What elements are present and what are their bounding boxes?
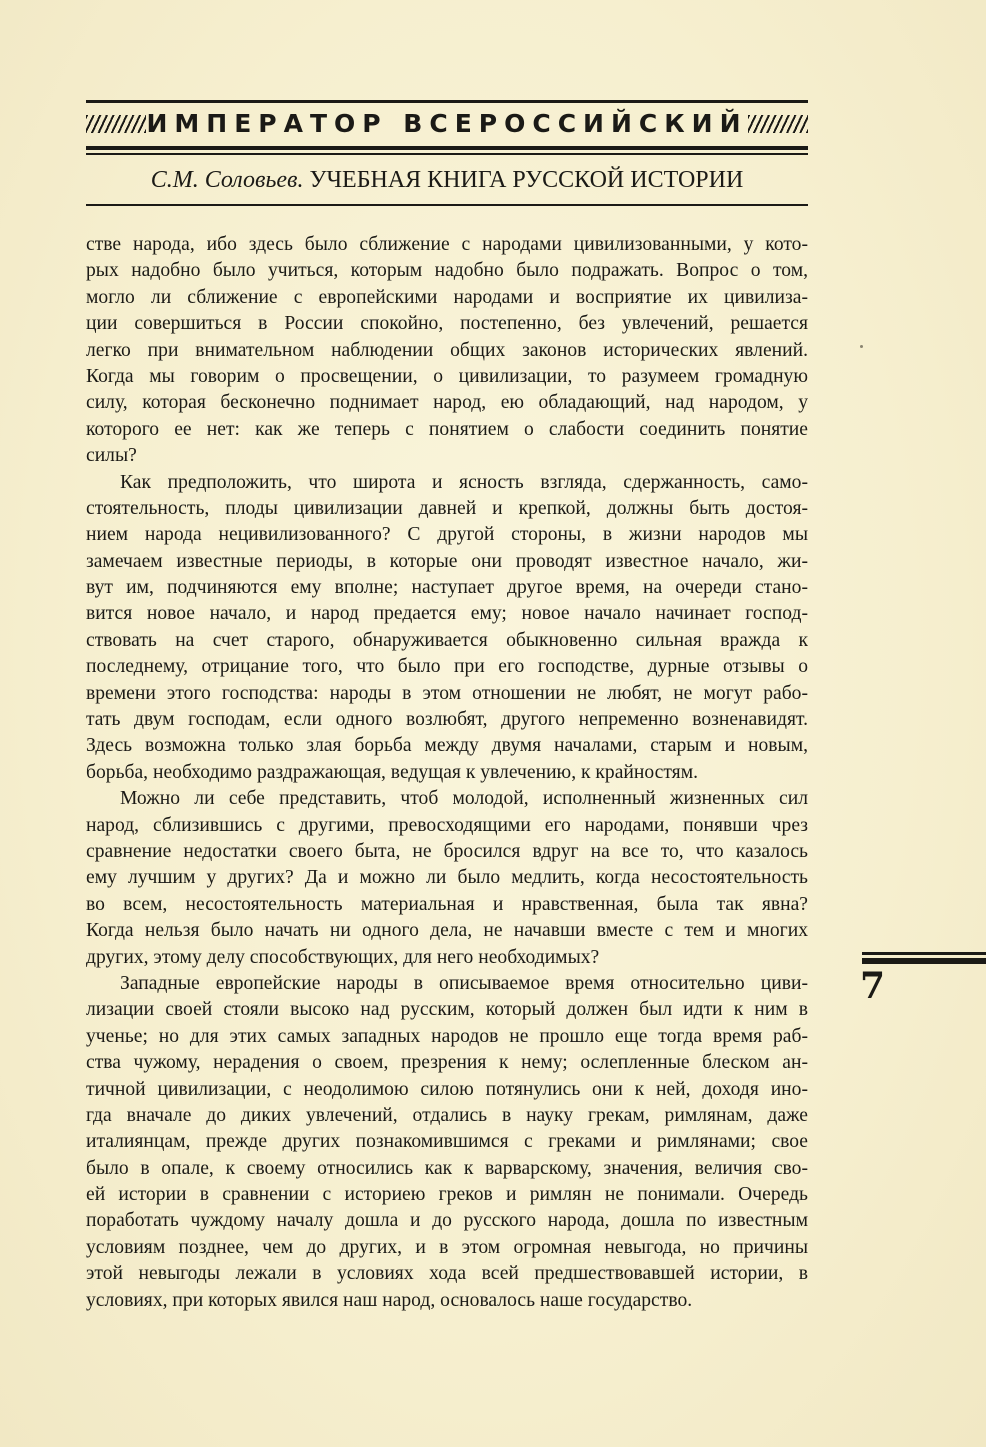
running-header — [86, 111, 808, 137]
book-title: УЧЕБНАЯ КНИГА РУССКОЙ ИСТОРИИ — [309, 167, 744, 193]
body-text — [86, 232, 808, 1314]
margin-thick-rule — [862, 958, 986, 964]
text-line: сравнение недостатки своего быта, не бросился вдруг на все то, что казалось — [86, 840, 808, 862]
text-line: было в опале, к своему относились как к варварскому, значения, величия сво- — [86, 1157, 808, 1179]
text-line: стоятельность, плоды цивилизации давней и крепкой, должны быть достоя- — [86, 497, 808, 519]
text-line: гда вначале до диких увлечений, отдались в науку грекам, римлянам, даже — [86, 1104, 808, 1126]
text-line: тичной цивилизации, с неодолимою силою потянулись они к ней, доходя ино- — [86, 1078, 808, 1100]
text-line: могло ли сближение с европейскими народами и восприятие их цивилиза- — [86, 286, 808, 308]
text-line: италиянцам, прежде других познакомившимся с греками и римлянами; свое — [86, 1131, 808, 1153]
text-line: ции совершиться в России спокойно, постепенно, без увлечений, решается — [86, 313, 808, 335]
text-line: легко при внимательном наблюдении общих законов исторических явлений. — [86, 339, 808, 361]
author-name: С.М. Соловьев. — [150, 167, 304, 193]
text-line: нием народа нецивилизованного? С другой стороны, в жизни народов мы — [86, 524, 808, 546]
header-top-rule — [86, 100, 808, 103]
header-hatch-right — [748, 115, 808, 133]
text-line: Как предположить, что широта и ясность взгляда, сдержанность, само- — [120, 471, 808, 493]
text-line: Западные европейские народы в описываемое время относительно циви- — [120, 972, 808, 994]
text-line: ученье; но для этих самых западных народов не прошло еще тогда время раб- — [86, 1025, 808, 1047]
text-line: рых надобно было учиться, которым надобно было подражать. Вопрос о том, — [86, 260, 808, 282]
text-line: народ, сблизившись с другими, превосходящими его народами, понявши чрез — [86, 814, 808, 836]
page-number: 7 — [860, 965, 886, 1007]
text-line: ей истории в сравнении с историею греков и римлян не понимали. Очередь — [86, 1184, 808, 1206]
text-line: ему лучшим у других? Да и можно ли было медлить, когда несостоятельность — [86, 867, 808, 889]
running-title: ИМПЕРАТОР ВСЕРОССИЙСКИЙ — [146, 109, 748, 138]
text-line: поработать чуждому началу дошла и до русского народа, дошла по известным — [86, 1210, 808, 1232]
text-line: во всем, несостоятельность материальная и нравственная, была так явна? — [86, 893, 808, 915]
text-line: последнему, отрицание того, что было при его господстве, дурные отзывы о — [86, 656, 808, 678]
text-line: борьба, необходимо раздражающая, ведущая к увлечению, к крайностям. — [86, 761, 698, 783]
header-thin-rule — [86, 153, 808, 155]
text-line: ствовать на счет старого, обнаруживается обыкновенно сильная вражда к — [86, 629, 808, 651]
paper-speck — [860, 345, 863, 348]
text-line: замечаем известные периоды, в которые они проводят известное начало, жи- — [86, 550, 808, 572]
margin-thin-rule — [862, 952, 986, 955]
text-line: вится новое начало, и народ предается ему; новое начало начинает господ- — [86, 603, 808, 625]
text-line: других, этому делу способствующих, для него необходимых? — [86, 946, 600, 968]
text-line: которого ее нет: как же теперь с понятием о слабости соединить понятие — [86, 418, 808, 440]
text-line: стве народа, ибо здесь было сближение с народами цивилизованными, у кото- — [86, 234, 808, 255]
text-line: Здесь возможна только злая борьба между двумя началами, старым и новым, — [86, 735, 808, 757]
text-line: этой невыгоды лежали в условиях хода всей предшествовавшей истории, в — [86, 1263, 808, 1285]
text-line: силы? — [86, 445, 137, 467]
text-line: Можно ли себе представить, чтоб молодой, исполненный жизненных сил — [120, 788, 808, 810]
header-hatch-left — [86, 115, 146, 133]
text-line: лизации своей стояли высоко над русским, который должен был идти к ним в — [86, 999, 808, 1021]
text-line: тать двум господам, если одного возлюбят, другого непременно возненавидят. — [86, 709, 808, 731]
subtitle-rule — [86, 204, 808, 206]
text-line: условиях, при которых явился наш народ, основалось наше государство. — [86, 1289, 693, 1311]
book-subtitle — [86, 164, 808, 196]
text-line: ства чужому, нерадения о своем, презрения к нему; ослепленные блеском ан- — [86, 1052, 808, 1074]
text-line: вут им, подчиняются ему вполне; наступает другое время, на очереди стано- — [86, 577, 808, 599]
text-line: условиям позднее, чем до других, и в этом огромная невыгода, но причины — [86, 1236, 808, 1258]
text-line: времени этого господства: народы в этом отношении не любят, не могут рабо- — [86, 682, 808, 704]
text-line: силу, которая бесконечно поднимает народ, ею обладающий, над народом, у — [86, 392, 808, 414]
text-line: Когда мы говорим о просвещении, о цивилизации, то разумеем громадную — [86, 365, 808, 387]
header-thick-rule — [86, 146, 808, 150]
text-line: Когда нельзя было начать ни одного дела, не начавши вместе с тем и многих — [86, 920, 808, 942]
